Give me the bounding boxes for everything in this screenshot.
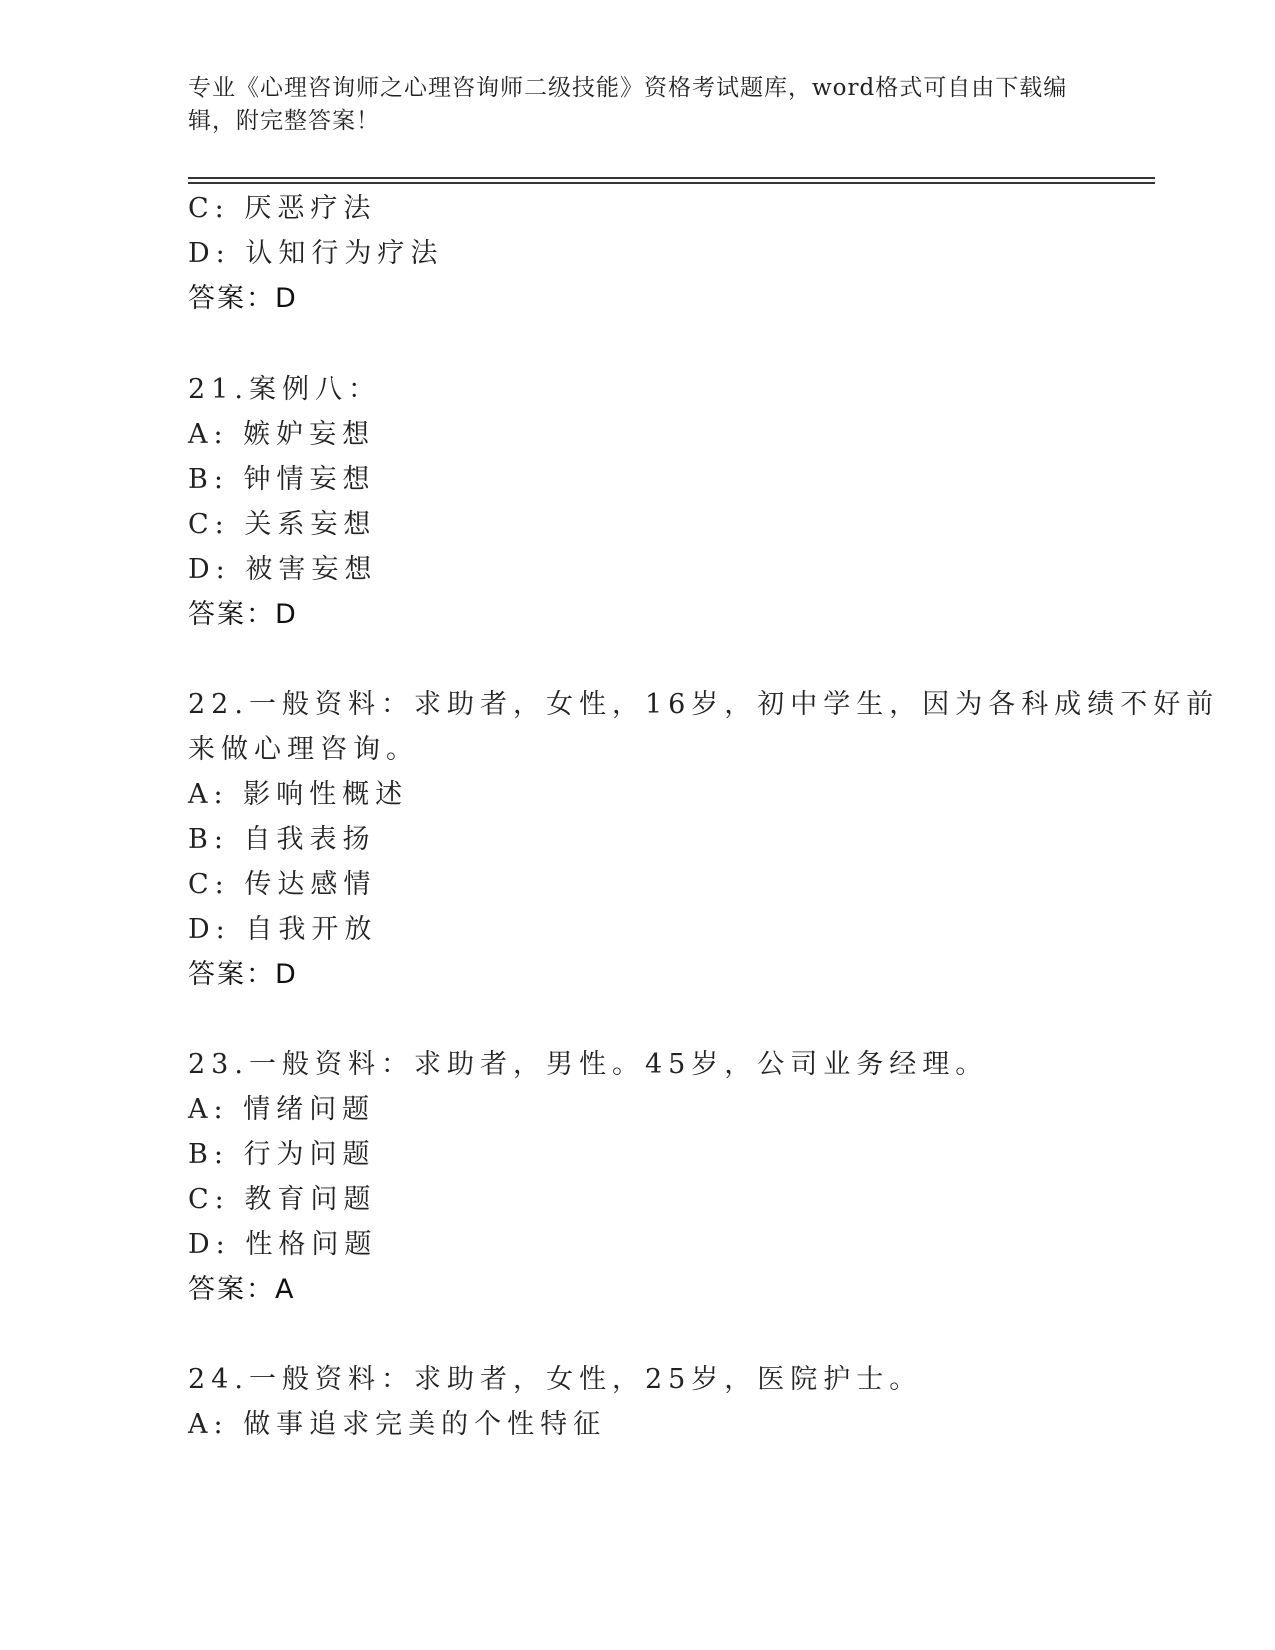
header-divider-top bbox=[188, 177, 1155, 179]
question-21: 21.案例八： bbox=[188, 374, 381, 405]
option-a: A: 情绪问题 bbox=[188, 1094, 376, 1125]
answer: 答案：D bbox=[188, 599, 298, 630]
question-23: 23.一般资料：求助者，男性。45岁，公司业务经理。 bbox=[188, 1049, 989, 1080]
question-22-continued: 来做心理咨询。 bbox=[188, 734, 419, 765]
question-24: 24.一般资料：求助者，女性，25岁，医院护士。 bbox=[188, 1364, 923, 1395]
option-c: C: 教育问题 bbox=[188, 1184, 377, 1215]
option-c: C: 传达感情 bbox=[188, 869, 377, 900]
option-a: A: 影响性概述 bbox=[188, 779, 409, 810]
option-d: D: 性格问题 bbox=[188, 1229, 378, 1260]
header-divider-bottom bbox=[188, 182, 1155, 184]
option-d: D: 自我开放 bbox=[188, 914, 378, 945]
option-c: C: 关系妄想 bbox=[188, 509, 377, 540]
answer: 答案：A bbox=[188, 1274, 296, 1305]
option-b: B: 自我表扬 bbox=[188, 824, 376, 855]
option-a: A: 嫉妒妄想 bbox=[188, 419, 376, 450]
option-c: C: 厌恶疗法 bbox=[188, 193, 377, 224]
option-b: B: 钟情妄想 bbox=[188, 464, 376, 495]
answer: 答案：D bbox=[188, 959, 298, 990]
document-header: 专业《心理咨询师之心理咨询师二级技能》资格考试题库，word格式可自由下载编辑，附完整答案！ bbox=[188, 75, 1068, 134]
question-22: 22.一般资料：求助者，女性，16岁，初中学生，因为各科成绩不好前 bbox=[188, 689, 1220, 720]
option-d: D: 认知行为疗法 bbox=[188, 238, 444, 269]
option-a: A: 做事追求完美的个性特征 bbox=[188, 1409, 607, 1440]
option-d: D: 被害妄想 bbox=[188, 554, 378, 585]
answer: 答案：D bbox=[188, 283, 298, 314]
option-b: B: 行为问题 bbox=[188, 1139, 376, 1170]
